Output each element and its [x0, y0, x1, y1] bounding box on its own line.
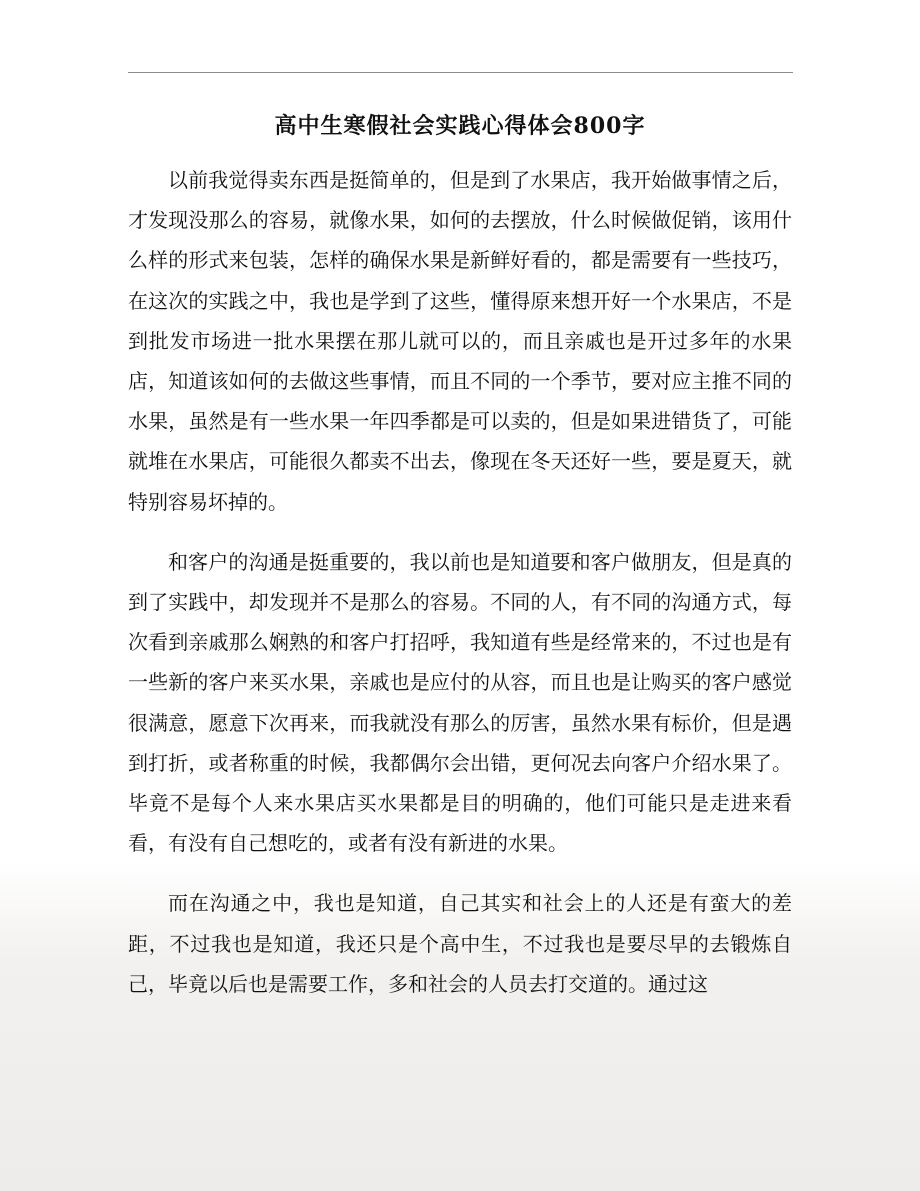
document-title: 高中生寒假社会实践心得体会800字 [274, 113, 646, 139]
document-body [128, 160, 792, 1024]
paragraph-3: 而在沟通之中，我也是知道，自己其实和社会上的人还是有蛮大的差距，不过我也是知道，我还只是个高中生，不过我也是要尽早的去锻炼自己，毕竟以后也是需要工作，多和社会的人员去打交道的。通过这 [128, 891, 792, 996]
paragraph-1: 以前我觉得卖东西是挺简单的，但是到了水果店，我开始做事情之后，才发现没那么的容易，就像水果，如何的去摆放，什么时候做促销，该用什么样的形式来包装，怎样的确保水果是新鲜好看的，都是需要有一些技巧，在这次的实践之中，我也是学到了这些，懂得原来想开好一个水果店，不是到批发市场进一批水果摆在那儿就可以的，而且亲戚也是开过多年的水果店，知道该如何的去做这些事情，而且不同的一个季节，要对应主推不同的水果，虽然是有一些水果一年四季都是可以卖的，但是如果进错货了，可能就堆在水果店，可能很久都卖不出去，像现在冬天还好一些，要是夏天，就特别容易坏掉的。 [128, 168, 792, 514]
paragraph-2: 和客户的沟通是挺重要的，我以前也是知道要和客户做朋友，但是真的到了实践中，却发现并不是那么的容易。不同的人，有不同的沟通方式，每次看到亲戚那么娴熟的和客户打招呼，我知道有些是经常来的，不过也是有一些新的客户来买水果，亲戚也是应付的从容，而且也是让购买的客户感觉很满意，愿意下次再来，而我就没有那么的厉害，虽然水果有标价，但是遇到打折，或者称重的时候，我都偶尔会出错，更何况去向客户介绍水果了。毕竟不是每个人来水果店买水果都是目的明确的，他们可能只是走进来看看，有没有自己想吃的，或者有没有新进的水果。 [128, 549, 792, 856]
header-divider [128, 72, 793, 73]
